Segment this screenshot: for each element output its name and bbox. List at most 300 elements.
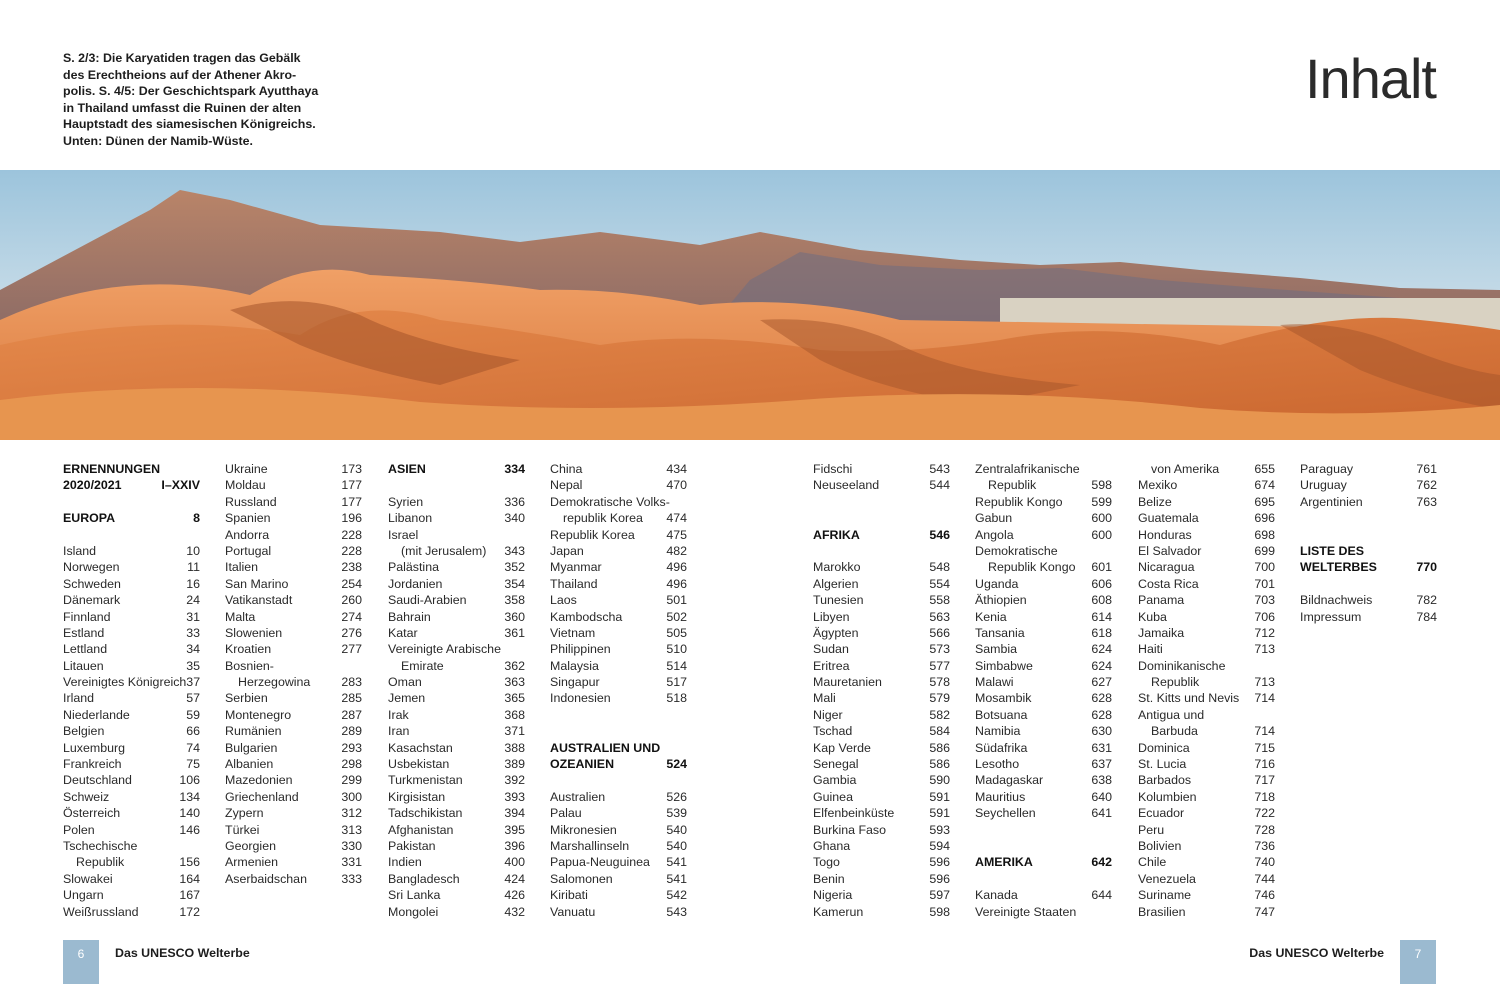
toc-entry[interactable] bbox=[1300, 494, 1437, 510]
toc-entry-title: Schweden bbox=[63, 576, 121, 591]
toc-entry[interactable] bbox=[813, 609, 950, 625]
namib-dunes-photo bbox=[0, 170, 1500, 440]
toc-page-number: 35 bbox=[186, 658, 200, 673]
toc-entry[interactable] bbox=[388, 838, 525, 854]
toc-entry[interactable] bbox=[975, 674, 1112, 690]
toc-entry[interactable] bbox=[550, 494, 687, 510]
toc-entry[interactable] bbox=[813, 461, 950, 477]
toc-entry[interactable] bbox=[975, 461, 1112, 477]
toc-page-number: 573 bbox=[929, 642, 950, 657]
toc-entry-title: Syrien bbox=[388, 494, 424, 509]
toc-entry[interactable] bbox=[550, 625, 687, 641]
toc-page-number: 228 bbox=[341, 527, 362, 542]
toc-entry-title: Sambia bbox=[975, 642, 1018, 657]
toc-entry[interactable] bbox=[813, 576, 950, 592]
toc-entry[interactable] bbox=[975, 690, 1112, 706]
toc-entry[interactable] bbox=[388, 805, 525, 821]
toc-entry-title: Montenegro bbox=[225, 707, 292, 722]
toc-page-number: 526 bbox=[666, 789, 687, 804]
toc-entry[interactable] bbox=[550, 904, 687, 920]
toc-entry-title: Niederlande bbox=[63, 707, 130, 722]
toc-entry[interactable] bbox=[225, 494, 362, 510]
toc-entry[interactable] bbox=[1138, 805, 1275, 821]
toc-entry[interactable] bbox=[813, 477, 950, 493]
toc-entry[interactable] bbox=[550, 674, 687, 690]
toc-entry[interactable] bbox=[550, 838, 687, 854]
toc-entry-title: China bbox=[550, 462, 583, 476]
toc-entry[interactable] bbox=[975, 477, 1112, 493]
toc-entry[interactable] bbox=[813, 740, 950, 756]
toc-entry[interactable] bbox=[550, 658, 687, 674]
toc-entry[interactable] bbox=[813, 854, 950, 870]
toc-entry[interactable] bbox=[550, 477, 687, 493]
toc-entry-title: Demokratische Volks- bbox=[550, 494, 670, 509]
toc-entry[interactable] bbox=[813, 838, 950, 854]
toc-entry[interactable] bbox=[388, 658, 525, 674]
toc-page-number: 299 bbox=[341, 773, 362, 788]
toc-entry[interactable] bbox=[63, 838, 200, 854]
toc-entry-title: Guatemala bbox=[1138, 511, 1199, 526]
toc-entry[interactable] bbox=[225, 609, 362, 625]
toc-entry[interactable] bbox=[1138, 609, 1275, 625]
toc-entry[interactable] bbox=[550, 789, 687, 805]
toc-entry[interactable] bbox=[63, 740, 200, 756]
toc-entry[interactable] bbox=[225, 707, 362, 723]
toc-section-heading[interactable] bbox=[975, 854, 1112, 870]
toc-entry[interactable] bbox=[550, 641, 687, 657]
toc-entry-title: San Marino bbox=[225, 576, 289, 591]
toc-entry[interactable] bbox=[550, 543, 687, 559]
toc-page-number: 496 bbox=[666, 560, 687, 575]
toc-entry[interactable] bbox=[813, 674, 950, 690]
toc-entry-title: Brasilien bbox=[1138, 904, 1186, 919]
toc-entry[interactable] bbox=[388, 789, 525, 805]
toc-entry[interactable] bbox=[813, 756, 950, 772]
toc-entry-title: Estland bbox=[63, 625, 105, 640]
toc-entry[interactable] bbox=[63, 822, 200, 838]
toc-entry[interactable] bbox=[63, 576, 200, 592]
toc-entry[interactable] bbox=[1300, 609, 1437, 625]
toc-entry[interactable] bbox=[1138, 789, 1275, 805]
toc-page-number: 544 bbox=[929, 478, 950, 493]
toc-entry-title: EUROPA bbox=[63, 511, 116, 526]
toc-entry-title: Serbien bbox=[225, 691, 268, 706]
toc-entry-title: Republik Kongo bbox=[975, 494, 1063, 509]
toc-page-number: 642 bbox=[1091, 855, 1112, 870]
toc-entry[interactable] bbox=[1138, 707, 1275, 723]
toc-entry[interactable] bbox=[550, 887, 687, 903]
toc-entry[interactable] bbox=[550, 576, 687, 592]
toc-entry[interactable] bbox=[388, 625, 525, 641]
toc-entry[interactable] bbox=[975, 658, 1112, 674]
toc-entry[interactable] bbox=[1138, 822, 1275, 838]
toc-page-number: 33 bbox=[186, 625, 200, 640]
toc-entry[interactable] bbox=[1300, 477, 1437, 493]
toc-entry[interactable] bbox=[63, 723, 200, 739]
toc-entry[interactable] bbox=[225, 740, 362, 756]
toc-page-number: 614 bbox=[1091, 609, 1112, 624]
toc-entry[interactable] bbox=[550, 805, 687, 821]
toc-page-number: 698 bbox=[1254, 527, 1275, 542]
toc-page-number: 641 bbox=[1091, 806, 1112, 821]
toc-entry[interactable] bbox=[1138, 871, 1275, 887]
toc-page-number: 695 bbox=[1254, 494, 1275, 509]
toc-entry[interactable] bbox=[225, 789, 362, 805]
toc-entry[interactable] bbox=[975, 740, 1112, 756]
toc-entry[interactable] bbox=[225, 658, 362, 674]
toc-entry[interactable] bbox=[813, 789, 950, 805]
toc-entry[interactable] bbox=[550, 510, 687, 526]
toc-entry[interactable] bbox=[388, 904, 525, 920]
toc-entry[interactable] bbox=[225, 592, 362, 608]
toc-entry-title: Mauritius bbox=[975, 789, 1026, 804]
toc-entry-title: Tschad bbox=[813, 724, 853, 739]
toc-entry-title: Chile bbox=[1138, 855, 1167, 870]
toc-entry[interactable] bbox=[63, 609, 200, 625]
toc-entry[interactable] bbox=[388, 592, 525, 608]
toc-page-number: 395 bbox=[504, 822, 525, 837]
toc-entry[interactable] bbox=[63, 854, 200, 870]
toc-entry[interactable] bbox=[388, 887, 525, 903]
toc-entry[interactable] bbox=[1138, 690, 1275, 706]
toc-page-number: 426 bbox=[504, 888, 525, 903]
toc-entry[interactable] bbox=[63, 559, 200, 575]
toc-entry[interactable] bbox=[388, 609, 525, 625]
toc-entry[interactable] bbox=[813, 658, 950, 674]
toc-entry[interactable] bbox=[388, 690, 525, 706]
toc-entry[interactable] bbox=[63, 543, 200, 559]
toc-entry-title: St. Kitts und Nevis bbox=[1138, 691, 1240, 706]
toc-page-number: 717 bbox=[1254, 773, 1275, 788]
toc-page-number: 371 bbox=[504, 724, 525, 739]
toc-page-number: 722 bbox=[1254, 806, 1275, 821]
toc-entry[interactable] bbox=[63, 789, 200, 805]
toc-page-number: 597 bbox=[929, 888, 950, 903]
toc-page-number: 628 bbox=[1091, 707, 1112, 722]
toc-entry[interactable] bbox=[225, 510, 362, 526]
toc-entry-title: Oman bbox=[388, 675, 422, 690]
toc-page-number: 140 bbox=[179, 806, 200, 821]
toc-entry[interactable] bbox=[550, 527, 687, 543]
toc-page-number: 293 bbox=[341, 740, 362, 755]
caption-line: Hauptstadt des siamesischen Königreichs. bbox=[63, 117, 316, 131]
toc-entry[interactable] bbox=[1138, 674, 1275, 690]
toc-entry[interactable] bbox=[388, 723, 525, 739]
toc-entry[interactable] bbox=[550, 854, 687, 870]
toc-entry-title: Malta bbox=[225, 609, 256, 624]
toc-entry-title: Dominikanische bbox=[1138, 658, 1226, 673]
toc-entry[interactable] bbox=[225, 822, 362, 838]
toc-entry-title: Jordanien bbox=[388, 576, 443, 591]
toc-entry-title: Malaysia bbox=[550, 658, 599, 673]
toc-entry[interactable] bbox=[975, 494, 1112, 510]
toc-page-number: 713 bbox=[1254, 675, 1275, 690]
toc-entry-title: Neuseeland bbox=[813, 478, 880, 493]
toc-entry[interactable] bbox=[1138, 494, 1275, 510]
toc-page-number: 196 bbox=[341, 511, 362, 526]
toc-section-heading[interactable] bbox=[550, 740, 687, 756]
toc-page-number: 276 bbox=[341, 625, 362, 640]
toc-entry-title: Algerien bbox=[813, 576, 859, 591]
toc-entry[interactable] bbox=[975, 904, 1112, 920]
toc-entry[interactable] bbox=[225, 772, 362, 788]
toc-page-number: 354 bbox=[504, 576, 525, 591]
toc-page-number: 134 bbox=[179, 789, 200, 804]
toc-page-number: 11 bbox=[187, 560, 200, 575]
toc-entry[interactable] bbox=[1138, 510, 1275, 526]
toc-entry[interactable] bbox=[225, 527, 362, 543]
toc-entry[interactable] bbox=[975, 592, 1112, 608]
toc-entry[interactable] bbox=[1300, 592, 1437, 608]
toc-entry[interactable] bbox=[225, 871, 362, 887]
toc-entry[interactable] bbox=[63, 805, 200, 821]
toc-entry[interactable] bbox=[975, 887, 1112, 903]
toc-entry[interactable] bbox=[225, 723, 362, 739]
toc-entry[interactable] bbox=[388, 641, 525, 657]
toc-section-heading[interactable] bbox=[813, 527, 950, 543]
toc-entry[interactable] bbox=[388, 510, 525, 526]
toc-entry[interactable] bbox=[813, 625, 950, 641]
toc-page-number: 747 bbox=[1254, 904, 1275, 919]
toc-entry[interactable] bbox=[1138, 641, 1275, 657]
toc-entry[interactable] bbox=[1138, 904, 1275, 920]
toc-entry[interactable] bbox=[388, 822, 525, 838]
toc-entry-title: Singapur bbox=[550, 675, 600, 690]
toc-section-heading[interactable] bbox=[63, 461, 200, 477]
toc-entry[interactable] bbox=[975, 625, 1112, 641]
toc-section-heading[interactable] bbox=[550, 756, 687, 772]
toc-entry[interactable] bbox=[975, 510, 1112, 526]
toc-entry[interactable] bbox=[388, 494, 525, 510]
toc-section-heading[interactable] bbox=[1300, 543, 1437, 559]
toc-entry[interactable] bbox=[1138, 740, 1275, 756]
toc-entry[interactable] bbox=[63, 756, 200, 772]
toc-entry[interactable] bbox=[63, 772, 200, 788]
toc-entry[interactable] bbox=[813, 641, 950, 657]
toc-entry[interactable] bbox=[1138, 625, 1275, 641]
toc-entry-title: Afghanistan bbox=[388, 822, 454, 837]
toc-entry[interactable] bbox=[975, 559, 1112, 575]
toc-page-number: 577 bbox=[929, 658, 950, 673]
toc-entry[interactable] bbox=[1138, 756, 1275, 772]
toc-entry[interactable] bbox=[550, 690, 687, 706]
toc-entry[interactable] bbox=[388, 527, 525, 543]
toc-entry[interactable] bbox=[63, 887, 200, 903]
toc-entry[interactable] bbox=[1138, 576, 1275, 592]
toc-page-number: 238 bbox=[341, 560, 362, 575]
toc-column-7 bbox=[1138, 461, 1275, 920]
toc-entry[interactable] bbox=[1138, 772, 1275, 788]
toc-entry[interactable] bbox=[1138, 477, 1275, 493]
toc-entry[interactable] bbox=[63, 592, 200, 608]
toc-entry[interactable] bbox=[1138, 838, 1275, 854]
toc-entry[interactable] bbox=[63, 625, 200, 641]
toc-entry[interactable] bbox=[1300, 461, 1437, 477]
toc-entry[interactable] bbox=[975, 772, 1112, 788]
toc-entry[interactable] bbox=[975, 723, 1112, 739]
toc-entry[interactable] bbox=[388, 756, 525, 772]
toc-entry[interactable] bbox=[1138, 658, 1275, 674]
toc-entry[interactable] bbox=[813, 904, 950, 920]
toc-entry[interactable] bbox=[225, 805, 362, 821]
toc-entry[interactable] bbox=[388, 854, 525, 870]
toc-section-heading[interactable] bbox=[63, 477, 200, 493]
toc-entry-title: Argentinien bbox=[1300, 494, 1363, 509]
toc-entry-title: Vereinigte Staaten bbox=[975, 904, 1077, 919]
toc-page-number: 590 bbox=[929, 773, 950, 788]
toc-column-1 bbox=[63, 461, 200, 920]
toc-entry[interactable] bbox=[63, 641, 200, 657]
toc-section-heading[interactable] bbox=[63, 510, 200, 526]
toc-entry[interactable] bbox=[813, 822, 950, 838]
toc-entry[interactable] bbox=[813, 805, 950, 821]
toc-entry[interactable] bbox=[63, 690, 200, 706]
toc-entry-title: Irak bbox=[388, 707, 409, 722]
toc-page-number: 167 bbox=[179, 888, 200, 903]
toc-entry-title: Finnland bbox=[63, 609, 111, 624]
toc-entry[interactable] bbox=[550, 592, 687, 608]
toc-entry[interactable] bbox=[225, 559, 362, 575]
toc-entry[interactable] bbox=[813, 723, 950, 739]
toc-entry-title: Uganda bbox=[975, 576, 1019, 591]
page-number-right: 7 bbox=[1400, 940, 1436, 984]
toc-entry[interactable] bbox=[550, 871, 687, 887]
toc-entry-title: Republik Korea bbox=[550, 527, 635, 542]
toc-entry-title: Türkei bbox=[225, 822, 260, 837]
toc-entry[interactable] bbox=[225, 641, 362, 657]
toc-entry[interactable] bbox=[550, 609, 687, 625]
toc-entry[interactable] bbox=[63, 904, 200, 920]
toc-page-number: 566 bbox=[929, 625, 950, 640]
toc-entry-title: Antigua und bbox=[1138, 707, 1205, 722]
toc-entry[interactable] bbox=[388, 707, 525, 723]
toc-entry-title: Pakistan bbox=[388, 838, 436, 853]
toc-entry-title: Tunesien bbox=[813, 593, 864, 608]
toc-spacer bbox=[550, 707, 687, 723]
toc-entry[interactable] bbox=[813, 690, 950, 706]
toc-entry[interactable] bbox=[1138, 887, 1275, 903]
toc-entry[interactable] bbox=[388, 772, 525, 788]
toc-entry-title: Republik Kongo bbox=[988, 560, 1076, 575]
toc-entry-title: Ecuador bbox=[1138, 806, 1185, 821]
toc-entry[interactable] bbox=[225, 756, 362, 772]
toc-page-number: 496 bbox=[666, 576, 687, 591]
toc-entry-title: Republik bbox=[988, 478, 1037, 493]
toc-entry[interactable] bbox=[388, 871, 525, 887]
toc-entry[interactable] bbox=[388, 576, 525, 592]
toc-entry[interactable] bbox=[225, 838, 362, 854]
toc-page-number: 66 bbox=[186, 724, 200, 739]
toc-entry[interactable] bbox=[975, 527, 1112, 543]
toc-entry[interactable] bbox=[225, 461, 362, 477]
toc-entry[interactable] bbox=[1138, 543, 1275, 559]
toc-entry-title: Libyen bbox=[813, 609, 850, 624]
toc-spacer bbox=[1300, 576, 1437, 592]
toc-entry-title: von Amerika bbox=[1151, 462, 1220, 476]
toc-section-heading[interactable] bbox=[388, 461, 525, 477]
toc-entry-title: Weißrussland bbox=[63, 904, 139, 919]
toc-entry[interactable] bbox=[1138, 461, 1275, 477]
caption-line: in Thailand umfasst die Ruinen der alten bbox=[63, 100, 302, 115]
toc-entry[interactable] bbox=[1138, 723, 1275, 739]
toc-page-number: 434 bbox=[666, 462, 687, 476]
toc-entry[interactable] bbox=[1138, 592, 1275, 608]
toc-entry[interactable] bbox=[975, 576, 1112, 592]
toc-entry[interactable] bbox=[225, 543, 362, 559]
toc-entry[interactable] bbox=[975, 789, 1112, 805]
toc-entry[interactable] bbox=[550, 559, 687, 575]
toc-entry-title: Sri Lanka bbox=[388, 888, 441, 903]
toc-entry[interactable] bbox=[225, 576, 362, 592]
toc-entry-title: Seychellen bbox=[975, 806, 1036, 821]
toc-page-number: 674 bbox=[1254, 478, 1275, 493]
toc-entry[interactable] bbox=[63, 707, 200, 723]
toc-entry-title: Lesotho bbox=[975, 757, 1020, 772]
toc-page-number: 37 bbox=[186, 675, 201, 690]
toc-entry-title: Herzegowina bbox=[238, 675, 311, 690]
toc-entry[interactable] bbox=[975, 543, 1112, 559]
toc-entry[interactable] bbox=[813, 707, 950, 723]
toc-page-number: 700 bbox=[1254, 560, 1275, 575]
toc-entry[interactable] bbox=[813, 887, 950, 903]
toc-entry[interactable] bbox=[63, 658, 200, 674]
toc-page-number: 392 bbox=[504, 773, 525, 788]
toc-entry[interactable] bbox=[975, 641, 1112, 657]
toc-entry[interactable] bbox=[550, 822, 687, 838]
toc-entry[interactable] bbox=[225, 674, 362, 690]
toc-entry[interactable] bbox=[1138, 854, 1275, 870]
toc-entry-title: Italien bbox=[225, 560, 259, 575]
toc-entry[interactable] bbox=[1138, 527, 1275, 543]
toc-entry-title: Portugal bbox=[225, 543, 272, 558]
toc-entry-title: Bulgarien bbox=[225, 740, 278, 755]
toc-entry[interactable] bbox=[388, 543, 525, 559]
toc-entry[interactable] bbox=[975, 805, 1112, 821]
toc-entry[interactable] bbox=[63, 674, 200, 690]
toc-entry[interactable] bbox=[225, 477, 362, 493]
toc-entry-title: Paraguay bbox=[1300, 462, 1354, 476]
toc-entry[interactable] bbox=[550, 461, 687, 477]
toc-entry[interactable] bbox=[813, 592, 950, 608]
toc-entry-title: Griechenland bbox=[225, 789, 299, 804]
toc-entry[interactable] bbox=[388, 674, 525, 690]
toc-entry[interactable] bbox=[975, 609, 1112, 625]
toc-entry[interactable] bbox=[975, 707, 1112, 723]
toc-column-5 bbox=[813, 461, 950, 920]
toc-entry-title: Madagaskar bbox=[975, 773, 1044, 788]
toc-page-number: 362 bbox=[504, 658, 525, 673]
toc-page-number: 784 bbox=[1416, 609, 1437, 624]
toc-entry-title: Emirate bbox=[401, 658, 444, 673]
toc-entry[interactable] bbox=[813, 871, 950, 887]
toc-entry[interactable] bbox=[813, 772, 950, 788]
toc-page-number: 510 bbox=[666, 642, 687, 657]
toc-entry[interactable] bbox=[388, 740, 525, 756]
toc-entry[interactable] bbox=[63, 871, 200, 887]
toc-entry[interactable] bbox=[225, 625, 362, 641]
toc-entry[interactable] bbox=[388, 559, 525, 575]
toc-entry[interactable] bbox=[225, 690, 362, 706]
toc-page-number: 712 bbox=[1254, 625, 1275, 640]
toc-entry[interactable] bbox=[225, 854, 362, 870]
toc-page-number: 584 bbox=[929, 724, 950, 739]
toc-entry[interactable] bbox=[1138, 559, 1275, 575]
toc-page-number: 173 bbox=[341, 462, 362, 476]
toc-entry[interactable] bbox=[975, 756, 1112, 772]
toc-section-heading[interactable] bbox=[1300, 559, 1437, 575]
toc-page-number: 606 bbox=[1091, 576, 1112, 591]
toc-entry[interactable] bbox=[813, 559, 950, 575]
